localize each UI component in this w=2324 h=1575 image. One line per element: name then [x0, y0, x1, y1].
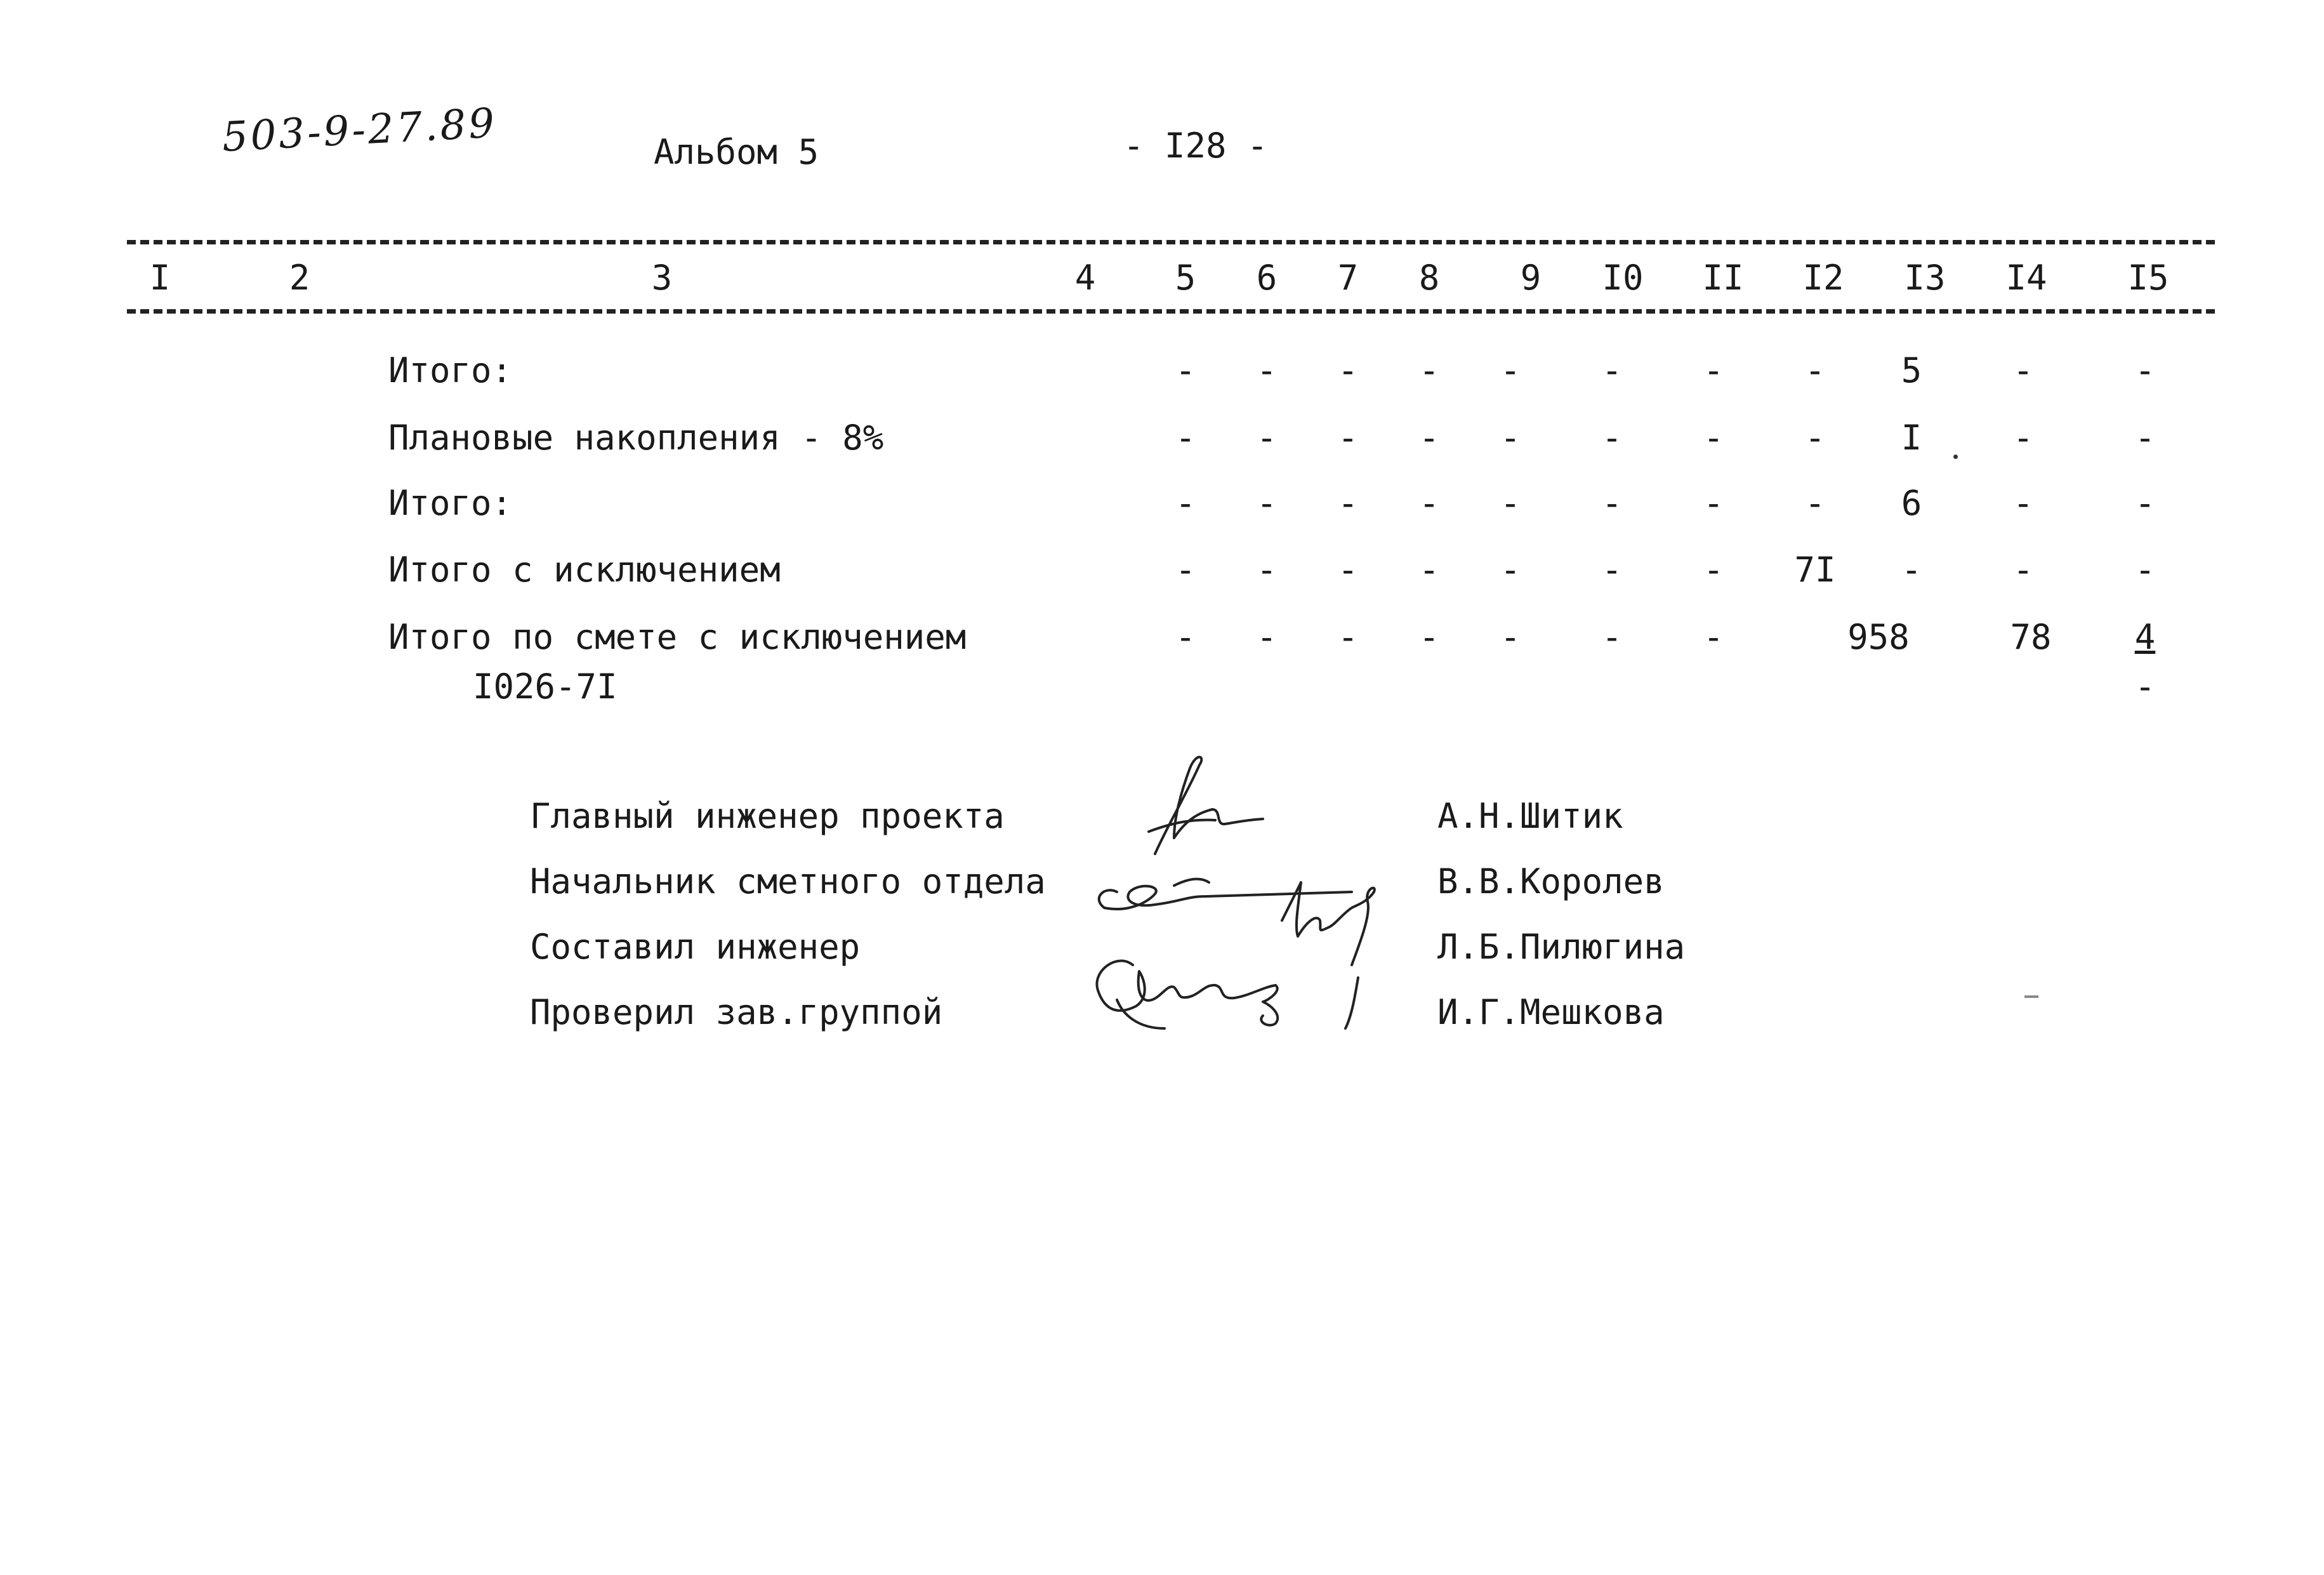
- empty-value-dash: -: [2134, 667, 2156, 707]
- empty-value-dash: -: [1500, 617, 1521, 657]
- column-number: I3: [1904, 258, 1946, 298]
- row-label: Плановые накопления - 8%: [388, 418, 884, 458]
- empty-value-dash: -: [1337, 418, 1359, 458]
- column-number: 8: [1418, 258, 1440, 298]
- empty-value-dash: -: [2012, 350, 2034, 390]
- document-code: 503-9-27.89: [221, 100, 498, 161]
- empty-value-dash: -: [2134, 483, 2156, 523]
- column-number: 9: [1520, 258, 1542, 298]
- stray-dot: [1953, 455, 1958, 459]
- empty-value-dash: -: [1601, 617, 1623, 657]
- empty-value-dash: -: [1601, 550, 1623, 590]
- empty-value-dash: -: [1418, 350, 1440, 390]
- empty-value-dash: -: [2134, 550, 2156, 590]
- empty-value-dash: -: [1804, 418, 1826, 458]
- empty-value-dash: -: [1500, 418, 1521, 458]
- signatory-title: Главный инженер проекта: [530, 796, 1005, 836]
- handwritten-signatures: [1079, 749, 1434, 1067]
- table-rule-bottom: [127, 309, 2215, 314]
- empty-value-dash: -: [2012, 483, 2034, 523]
- empty-value-dash: -: [1703, 350, 1724, 390]
- empty-value-dash: -: [1256, 350, 1278, 390]
- empty-value-dash: -: [1256, 550, 1278, 590]
- empty-value-dash: -: [1703, 483, 1724, 523]
- empty-value-dash: -: [1703, 550, 1724, 590]
- column-number: I4: [2005, 258, 2047, 298]
- empty-value-dash: -: [1418, 483, 1440, 523]
- empty-value-dash: -: [1500, 550, 1521, 590]
- empty-value-dash: -: [1337, 483, 1359, 523]
- column-number: I0: [1602, 258, 1644, 298]
- page-number: - I28 -: [1123, 126, 1268, 166]
- column-number: I: [149, 258, 171, 298]
- signatory-title: Начальник сметного отдела: [530, 861, 1046, 901]
- album-label: Альбом 5: [654, 132, 819, 172]
- row-label: Итого:: [388, 350, 513, 390]
- empty-value-dash: -: [1175, 617, 1196, 657]
- column-number: II: [1702, 258, 1744, 298]
- empty-value-dash: -: [1337, 617, 1359, 657]
- empty-value-dash: -: [1418, 550, 1440, 590]
- empty-value-dash: -: [1418, 418, 1440, 458]
- signatory-name: И.Г.Мешкова: [1437, 992, 1665, 1032]
- empty-value-dash: -: [1256, 418, 1278, 458]
- empty-value-dash: -: [1500, 350, 1521, 390]
- table-cell-value: 78: [2010, 617, 2052, 657]
- column-number: 3: [651, 258, 673, 298]
- column-number: 4: [1074, 258, 1096, 298]
- empty-value-dash: -: [1175, 483, 1196, 523]
- column-number: 7: [1337, 258, 1359, 298]
- column-number: 6: [1256, 258, 1278, 298]
- column-number: 5: [1175, 258, 1196, 298]
- empty-value-dash: -: [1601, 350, 1623, 390]
- column-number: I5: [2127, 258, 2169, 298]
- column-number: I2: [1802, 258, 1844, 298]
- empty-value-dash: -: [1601, 418, 1623, 458]
- empty-value-dash: -: [1804, 350, 1826, 390]
- table-cell-value: I: [1901, 418, 1922, 458]
- empty-value-dash: -: [1256, 483, 1278, 523]
- empty-value-dash: -: [2134, 418, 2156, 458]
- table-rule-top: [127, 240, 2215, 244]
- signatory-name: Л.Б.Пилюгина: [1437, 927, 1686, 967]
- empty-value-dash: -: [1175, 550, 1196, 590]
- table-cell-value: 7I: [1794, 550, 1836, 590]
- stray-mark: [2024, 995, 2038, 998]
- empty-value-dash: -: [1256, 617, 1278, 657]
- empty-value-dash: -: [1901, 550, 1922, 590]
- empty-value-dash: -: [1175, 350, 1196, 390]
- table-cell-value: 958: [1847, 617, 1910, 657]
- empty-value-dash: -: [1703, 418, 1724, 458]
- empty-value-dash: -: [1175, 418, 1196, 458]
- empty-value-dash: -: [2012, 550, 2034, 590]
- table-cell-value: 4: [2134, 617, 2156, 657]
- table-cell-value: 5: [1901, 350, 1922, 390]
- signatory-name: В.В.Королев: [1437, 861, 1665, 901]
- empty-value-dash: -: [1337, 550, 1359, 590]
- row-label: Итого с исключением: [388, 550, 781, 590]
- signatory-title: Проверил зав.группой: [530, 992, 943, 1032]
- empty-value-dash: -: [2012, 418, 2034, 458]
- empty-value-dash: -: [1337, 350, 1359, 390]
- empty-value-dash: -: [2134, 350, 2156, 390]
- table-cell-value: 6: [1901, 483, 1922, 523]
- empty-value-dash: -: [1703, 617, 1724, 657]
- column-number: 2: [289, 258, 310, 298]
- empty-value-dash: -: [1500, 483, 1521, 523]
- empty-value-dash: -: [1418, 617, 1440, 657]
- row-label: Итого по смете с исключением: [388, 617, 967, 657]
- signatory-name: А.Н.Шитик: [1437, 796, 1623, 836]
- row-label: Итого:: [388, 483, 513, 523]
- empty-value-dash: -: [1804, 483, 1826, 523]
- row-label-continuation: I026-7I: [473, 667, 617, 707]
- empty-value-dash: -: [1601, 483, 1623, 523]
- signatory-title: Составил инженер: [530, 927, 861, 967]
